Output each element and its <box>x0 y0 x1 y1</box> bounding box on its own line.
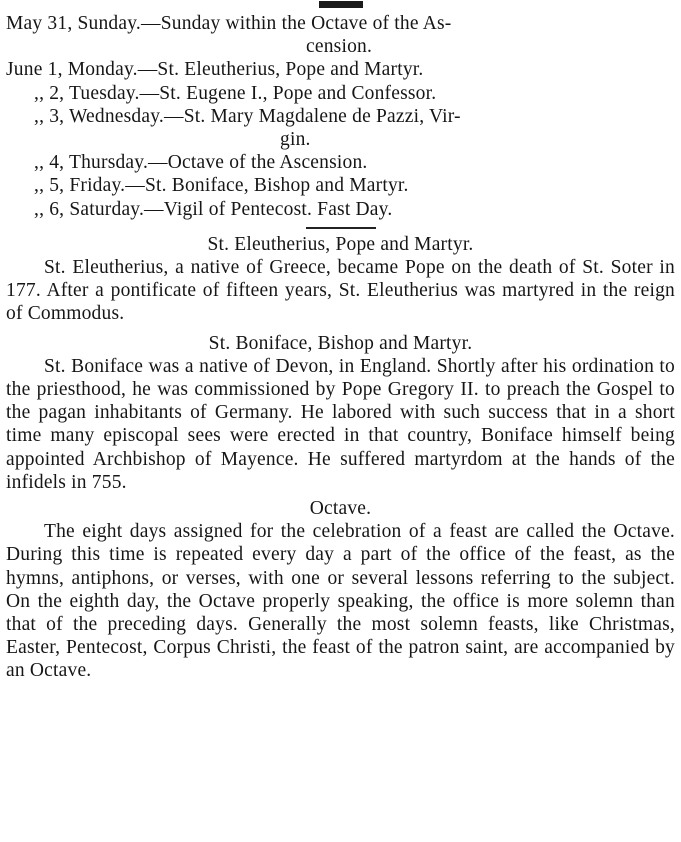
calendar-text: Thursday.—Octave of the Ascension. <box>68 152 368 174</box>
section-heading: St. Boniface, Bishop and Martyr. <box>208 332 473 354</box>
calendar-list <box>6 12 675 221</box>
calendar-date: May 31, <box>6 13 73 34</box>
calendar-entry <box>6 58 675 81</box>
calendar-entry <box>6 12 675 35</box>
calendar-date: June 1, <box>6 59 63 81</box>
calendar-text: Sunday.—Sunday within the Octave of the As- <box>77 13 452 34</box>
calendar-entry <box>6 82 675 105</box>
section-body: The eight days assigned for the celebration of a feast are called the Octave. During this time is repeated every day a part of the office of the feast, as the hymns, antiphons, or verses, with one or several lessons referring to the subject. On the eighth day, the Octave properly speaking, the office is more solemn than that of the preceding days. Generally the most solemn feasts, like Christmas, Easter, Pentecost, Corpus Christi, the feast of the patron saint, are accompanied by an Octave. <box>6 521 675 682</box>
calendar-date: ,, 2, <box>34 82 65 104</box>
calendar-text: Monday.—St. Eleutherius, Pope and Martyr. <box>67 59 424 81</box>
section-body: St. Eleutherius, a native of Greece, became Pope on the death of St. Soter in 177. After a pontificate of fifteen years, St. Eleutherius was martyred in the reign of Commodus. <box>6 257 675 325</box>
article-section <box>6 233 675 326</box>
calendar-date: ,, 4, <box>34 152 65 174</box>
calendar-date: ,, 3, <box>34 105 65 127</box>
calendar-continuation: cension. <box>306 36 373 58</box>
calendar-text: Wednesday.—St. Mary Magdalene de Pazzi, Vir- <box>68 105 461 127</box>
article-section <box>6 497 675 683</box>
calendar-entry <box>6 174 675 197</box>
calendar-text: Tuesday.—St. Eugene I., Pope and Confessor. <box>68 82 437 104</box>
calendar-date: ,, 5, <box>34 175 65 197</box>
calendar-entry <box>6 105 675 128</box>
section-divider <box>306 227 376 229</box>
section-body: St. Boniface was a native of Devon, in England. Shortly after his ordination to the priesthood, he was commissioned by Pope Gregory II. to preach the Gospel to the pagan inhabitants of Germany. He labored with such success that in a short time many episcopal sees were erected in that country, Boniface himself being appointed Archbishop of Mayence. He suffered martyrdom at the hands of the infidels in 755. <box>6 355 675 493</box>
calendar-entry <box>6 151 675 174</box>
calendar-date: ,, 6, <box>34 198 65 220</box>
calendar-text: Saturday.—Vigil of Pentecost. Fast Day. <box>69 198 393 220</box>
newspaper-clipping <box>0 1 681 842</box>
calendar-text: Friday.—St. Boniface, Bishop and Martyr. <box>69 175 409 197</box>
calendar-entry <box>6 198 675 221</box>
top-rule <box>319 1 363 8</box>
calendar-continuation: gin. <box>280 129 311 151</box>
section-heading: Octave. <box>309 498 372 520</box>
article-section <box>6 332 675 494</box>
section-heading: St. Eleutherius, Pope and Martyr. <box>207 233 474 255</box>
